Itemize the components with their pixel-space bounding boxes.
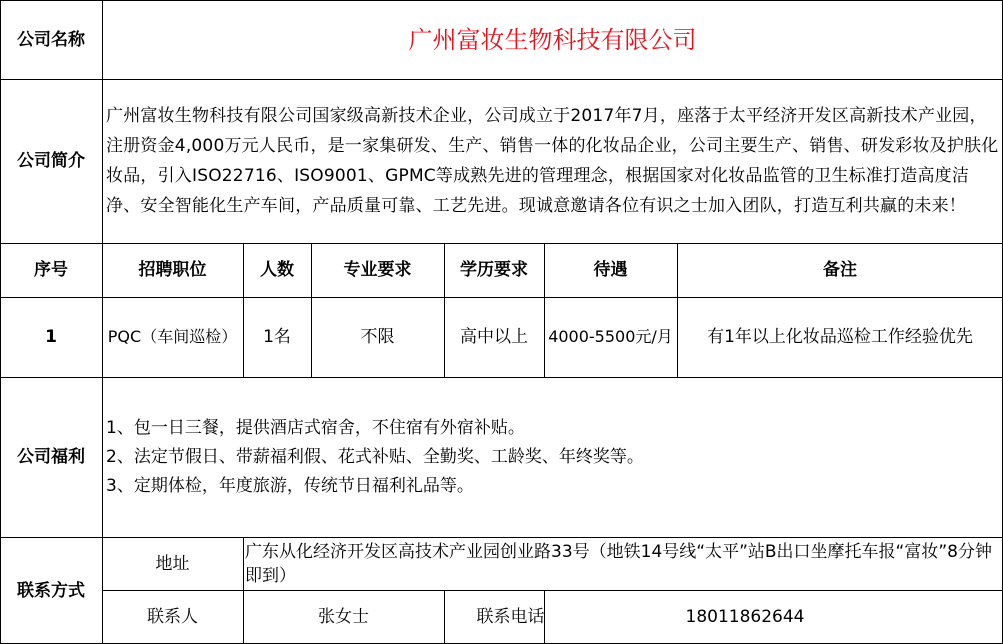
- person-label: 联系人: [147, 607, 198, 627]
- job-major: 不限: [360, 327, 395, 347]
- border-line: [0, 243, 1003, 244]
- address-label: 地址: [155, 553, 190, 574]
- address-text: 广东从化经济开发区高技术产业园创业路33号（地铁14号线“太平”站B出口坐摩托车报“富妆”8分钟即到）: [245, 541, 992, 586]
- border-line: [444, 590, 445, 644]
- benefits-label: 公司福利: [17, 447, 85, 467]
- border-line: [102, 0, 103, 644]
- border-line: [544, 590, 545, 644]
- border-line: [0, 0, 1003, 1]
- border-line: [0, 537, 1003, 538]
- job-remark: 有1年以上化妆品巡检工作经验优先: [707, 327, 973, 347]
- border-line: [0, 377, 1003, 378]
- company-intro-text: 广州富妆生物科技有限公司国家级高新技术企业，公司成立于2017年7月，座落于太平经济开发区高新技术产业园，注册资金4,000万元人民币，是一家集研发、生产、销售一体的化妆品企业，公司主要生产、销售、研发彩妆及护肤化妆品，引入ISO22716、ISO9001、GPMC等成熟先进的管理理念，根据国家对化妆品监管的卫生标准打造高度洁净、安全智能化生产车间，产品质量可靠、工艺先进。现诚意邀请各位有识之士加入团队，打造互利共赢的未来！: [106, 106, 999, 216]
- border-line: [0, 0, 1, 644]
- header-salary: 待遇: [593, 260, 628, 280]
- benefit-item: 3、定期体检，年度旅游，传统节日福利礼品等。: [106, 475, 474, 496]
- phone-label: 联系电话: [476, 607, 545, 627]
- border-line: [0, 79, 1003, 80]
- border-line: [444, 243, 445, 377]
- job-count: 1名: [263, 327, 291, 347]
- job-education: 高中以上: [460, 327, 528, 347]
- header-remark: 备注: [823, 260, 857, 280]
- border-line: [677, 243, 678, 377]
- border-line: [544, 243, 545, 377]
- benefit-item: 2、法定节假日、带薪福利假、花式补贴、全勤奖、工龄奖、年终奖等。: [106, 446, 644, 467]
- border-line: [0, 297, 1003, 298]
- header-major: 专业要求: [343, 260, 412, 280]
- contact-label: 联系方式: [17, 580, 85, 601]
- job-salary: 4000-5500元/月: [548, 327, 673, 346]
- person-value: 张女士: [318, 607, 369, 627]
- benefit-item: 1、包一日三餐，提供酒店式宿舍，不住宿有外宿补贴。: [106, 417, 525, 438]
- header-no: 序号: [34, 260, 68, 280]
- phone-value: 18011862644: [685, 607, 805, 627]
- header-position: 招聘职位: [138, 260, 207, 280]
- header-count: 人数: [260, 260, 294, 280]
- header-education: 学历要求: [460, 260, 528, 280]
- benefits-list: [102, 377, 1003, 537]
- company-name-label: 公司名称: [17, 29, 85, 50]
- border-line: [243, 537, 244, 644]
- company-intro-label: 公司简介: [17, 151, 85, 171]
- border-line: [243, 243, 244, 377]
- job-no: 1: [45, 327, 57, 347]
- border-line: [311, 243, 312, 377]
- job-position: PQC（车间巡检）: [107, 327, 238, 346]
- company-name: 广州富妆生物科技有限公司: [408, 25, 697, 54]
- company-intro: [102, 79, 1003, 243]
- address-value: [243, 537, 1003, 590]
- border-line: [102, 590, 1003, 591]
